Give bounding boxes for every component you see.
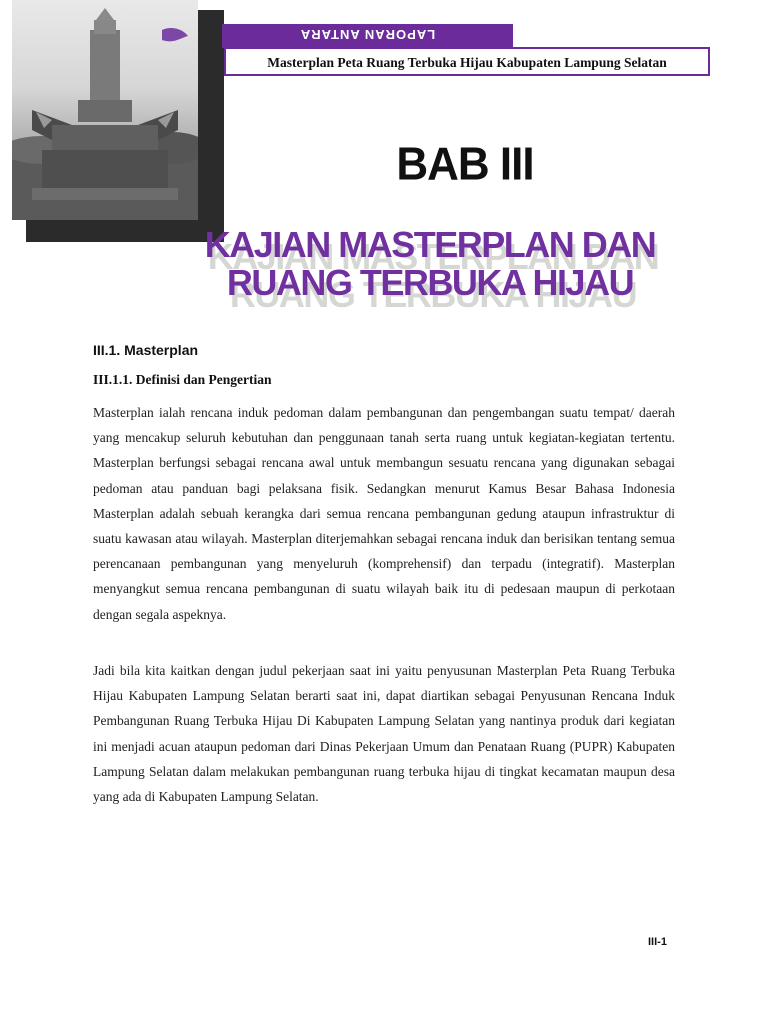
monument-photo	[12, 0, 198, 220]
monument-illustration	[12, 0, 198, 220]
running-header-title: Masterplan Peta Ruang Terbuka Hijau Kabupaten Lampung Selatan	[267, 55, 667, 70]
body-paragraph: Jadi bila kita kaitkan dengan judul pekerjaan saat ini yaitu penyusunan Masterplan Peta Ruang Terbuka Hijau Kabupaten Lampung Selatan berarti saat ini, dapat diartikan sebagai Penyusunan Rencana Induk Pembangunan Ruang Terbuka Hijau Di Kabupaten Lampung Selatan yang nantinya produk dari kegiatan ini menjadi acuan ataupun pedoman dari Dinas Pekerjaan Umum dan Penataan Ruang (PUPR) Kabupaten Lampung Selatan dalam melakukan pembangunan ruang terbuka hijau di tingkat kecamatan maupun desa yang ada di Kabupaten Lampung Selatan.	[93, 663, 675, 805]
body-paragraph: Masterplan ialah rencana induk pedoman dalam pembangunan dan pengembangan suatu tempat/ daerah yang mencakup seluruh kebutuhan dan penggunaan tanah serta ruang untuk kegiatan-kegiatan tertentu. Masterplan berfungsi sebagai rencana awal untuk membangun sesuatu rencana yang digunakan sebagai pedoman atau panduan bagi pelaksana fisik. Sedangkan menurut Kamus Besar Bahasa Indonesia Masterplan adalah sebuah kerangka dari semua rencana pembangunan gedung ataupun infrastruktur di suatu kawasan atau wilayah. Masterplan diterjemahkan sebagai rencana induk dan berisikan tentang semua perencanaan pembangunan yang menyeluruh (komprehensif) dan terpadu (integratif). Masterplan menyangkut semua rencana pembangunan di suatu wilayah baik itu di pedesaan maupun di perkotaan dengan segala aspeknya.	[93, 405, 675, 622]
chapter-number: BAB III	[396, 138, 534, 191]
subsection-heading: III.1.1. Definisi dan Pengertian	[93, 372, 272, 387]
report-banner	[222, 24, 513, 48]
chapter-title-line2: RUANG TERBUKA HIJAU	[226, 262, 634, 303]
report-banner-text: LAPORAN ANTARA	[299, 27, 436, 42]
chapter-title-line1: KAJIAN MASTERPLAN DAN	[204, 224, 656, 265]
section-heading: III.1. Masterplan	[93, 342, 199, 358]
chapter-title	[160, 226, 700, 302]
running-header	[224, 47, 710, 76]
page-number: III-1	[648, 936, 667, 948]
